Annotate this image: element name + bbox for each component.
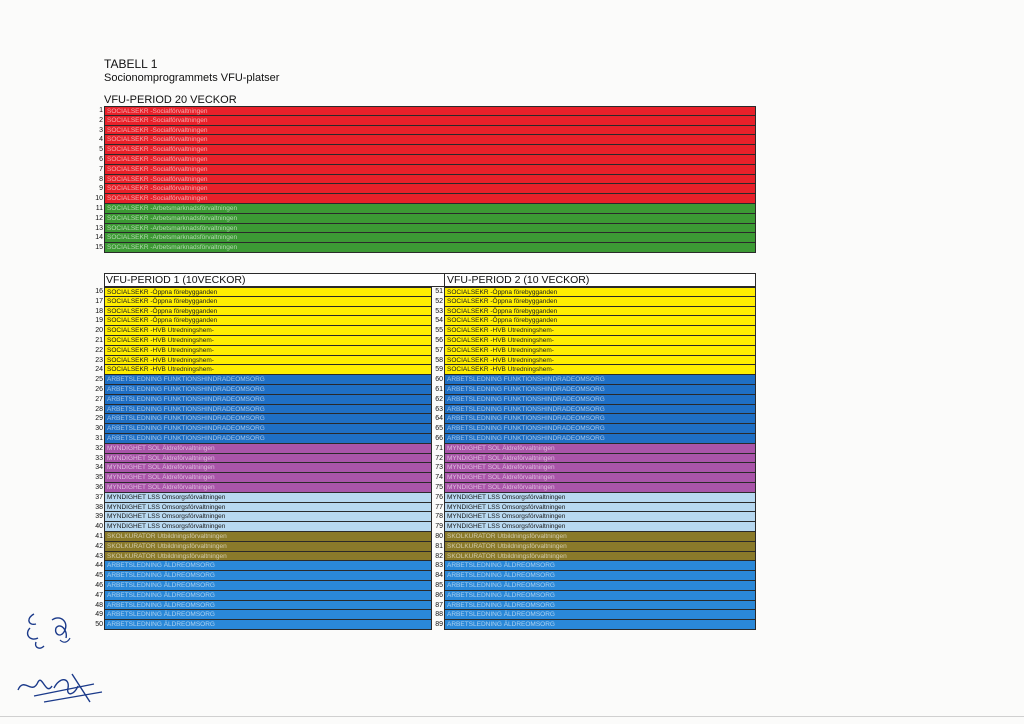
table-row	[92, 346, 432, 356]
placement-cell: ARBETSLEDNING ÄLDREOMSORG	[444, 591, 756, 601]
table-row	[92, 287, 432, 297]
placement-cell: MYNDIGHET LSS Omsorgsförvaltningen	[104, 493, 432, 503]
placement-cell: MYNDIGHET LSS Omsorgsförvaltningen	[104, 522, 432, 532]
placement-cell: SOCIALSEKR -Arbetsmarknadsförvaltningen	[104, 243, 756, 253]
row-number: 19	[95, 317, 103, 325]
table-row	[432, 591, 756, 601]
table-row	[432, 336, 756, 346]
row-number: 48	[95, 601, 103, 609]
row-number: 3	[99, 126, 103, 134]
row-number: 85	[435, 581, 443, 589]
row-number: 42	[95, 542, 103, 550]
placement-cell: SKOLKURATOR Utbildningsförvaltningen	[444, 532, 756, 542]
placement-cell: MYNDIGHET LSS Omsorgsförvaltningen	[444, 503, 756, 513]
period-2-table	[432, 287, 756, 630]
row-number: 20	[95, 327, 103, 335]
row-number: 83	[435, 562, 443, 570]
table-row	[92, 522, 432, 532]
row-number: 65	[435, 425, 443, 433]
table-row	[432, 375, 756, 385]
placement-cell: ARBETSLEDNING FUNKTIONSHINDRADEOMSORG	[444, 414, 756, 424]
placement-cell: ARBETSLEDNING ÄLDREOMSORG	[444, 561, 756, 571]
table-row	[92, 444, 432, 454]
row-number: 26	[95, 385, 103, 393]
row-number: 39	[95, 513, 103, 521]
table-row	[432, 287, 756, 297]
table-row	[92, 184, 756, 194]
placement-cell: SOCIALSEKR -Öppna förebygganden	[104, 307, 432, 317]
table-row	[92, 165, 756, 175]
row-number: 84	[435, 572, 443, 580]
placement-cell: SOCIALSEKR -Öppna förebygganden	[104, 297, 432, 307]
table-row	[92, 473, 432, 483]
table-row	[92, 610, 432, 620]
table-row	[92, 620, 432, 630]
table-row	[432, 365, 756, 375]
placement-cell: ARBETSLEDNING ÄLDREOMSORG	[104, 620, 432, 630]
handwritten-signature	[14, 666, 106, 706]
table-row	[432, 493, 756, 503]
table-row	[432, 552, 756, 562]
placement-cell: ARBETSLEDNING FUNKTIONSHINDRADEOMSORG	[104, 424, 432, 434]
table-row	[432, 532, 756, 542]
placement-cell: MYNDIGHET SOL Äldreförvaltningen	[444, 473, 756, 483]
table-row	[92, 116, 756, 126]
placement-cell: SOCIALSEKR -HVB Utredningshem-	[444, 356, 756, 366]
placement-cell: ARBETSLEDNING ÄLDREOMSORG	[104, 610, 432, 620]
table-row	[92, 155, 756, 165]
table-row	[92, 483, 432, 493]
table-row	[92, 214, 756, 224]
table-row	[432, 316, 756, 326]
row-number: 57	[435, 346, 443, 354]
row-number: 60	[435, 376, 443, 384]
placement-cell: ARBETSLEDNING ÄLDREOMSORG	[444, 571, 756, 581]
table-row	[92, 243, 756, 253]
placement-cell: ARBETSLEDNING FUNKTIONSHINDRADEOMSORG	[104, 414, 432, 424]
table-row	[432, 620, 756, 630]
row-number: 51	[435, 288, 443, 295]
table-row	[92, 145, 756, 155]
row-number: 89	[435, 621, 443, 629]
row-number: 22	[95, 346, 103, 354]
placement-cell: ARBETSLEDNING FUNKTIONSHINDRADEOMSORG	[444, 434, 756, 444]
table-row	[92, 454, 432, 464]
placement-cell: ARBETSLEDNING ÄLDREOMSORG	[104, 591, 432, 601]
placement-cell: SKOLKURATOR Utbildningsförvaltningen	[444, 552, 756, 562]
table-row	[92, 571, 432, 581]
row-number: 33	[95, 454, 103, 462]
placement-cell: ARBETSLEDNING FUNKTIONSHINDRADEOMSORG	[444, 405, 756, 415]
placement-cell: SOCIALSEKR -Socialförvaltningen	[104, 155, 756, 165]
document-title: TABELL 1	[104, 57, 158, 71]
placement-cell: SKOLKURATOR Utbildningsförvaltningen	[444, 542, 756, 552]
row-number: 45	[95, 572, 103, 580]
placement-cell: MYNDIGHET SOL Äldreförvaltningen	[444, 463, 756, 473]
placement-cell: SKOLKURATOR Utbildningsförvaltningen	[104, 542, 432, 552]
table-row	[92, 356, 432, 366]
row-number: 10	[95, 195, 103, 203]
row-number: 4	[99, 136, 103, 144]
table-row	[92, 307, 432, 317]
page-bottom-edge	[0, 716, 1024, 717]
placement-cell: ARBETSLEDNING ÄLDREOMSORG	[444, 610, 756, 620]
placement-cell: ARBETSLEDNING FUNKTIONSHINDRADEOMSORG	[444, 395, 756, 405]
table-row	[432, 542, 756, 552]
placement-cell: SOCIALSEKR -HVB Utredningshem-	[104, 356, 432, 366]
table-row	[432, 473, 756, 483]
period-20-weeks-title: VFU-PERIOD 20 VECKOR	[104, 94, 237, 106]
placement-cell: MYNDIGHET SOL Äldreförvaltningen	[444, 444, 756, 454]
row-number: 7	[99, 165, 103, 173]
placement-cell: MYNDIGHET SOL Äldreförvaltningen	[104, 463, 432, 473]
row-number: 9	[99, 185, 103, 193]
placement-cell: MYNDIGHET LSS Omsorgsförvaltningen	[104, 503, 432, 513]
table-row	[432, 385, 756, 395]
table-row	[432, 346, 756, 356]
row-number: 16	[95, 288, 103, 295]
table-row	[92, 326, 432, 336]
placement-cell: SOCIALSEKR -HVB Utredningshem-	[104, 336, 432, 346]
row-number: 62	[435, 395, 443, 403]
placement-cell: ARBETSLEDNING ÄLDREOMSORG	[444, 581, 756, 591]
placement-cell: SOCIALSEKR -HVB Utredningshem-	[444, 346, 756, 356]
row-number: 87	[435, 601, 443, 609]
row-number: 29	[95, 415, 103, 423]
table-row	[92, 365, 432, 375]
placement-cell: ARBETSLEDNING FUNKTIONSHINDRADEOMSORG	[444, 385, 756, 395]
placement-cell: MYNDIGHET LSS Omsorgsförvaltningen	[104, 512, 432, 522]
row-number: 73	[435, 464, 443, 472]
row-number: 75	[435, 483, 443, 491]
placement-cell: SOCIALSEKR -Öppna förebygganden	[444, 316, 756, 326]
period-20-weeks-table	[92, 106, 756, 253]
table-row	[92, 542, 432, 552]
row-number: 59	[435, 366, 443, 374]
table-row	[432, 601, 756, 611]
table-row	[92, 414, 432, 424]
placement-cell: ARBETSLEDNING FUNKTIONSHINDRADEOMSORG	[104, 405, 432, 415]
table-row	[432, 307, 756, 317]
table-row	[432, 463, 756, 473]
row-number: 23	[95, 356, 103, 364]
table-row	[432, 444, 756, 454]
placement-cell: SOCIALSEKR -HVB Utredningshem-	[444, 326, 756, 336]
table-row	[92, 395, 432, 405]
table-row	[92, 424, 432, 434]
table-row	[432, 454, 756, 464]
row-number: 25	[95, 376, 103, 384]
table-row	[432, 561, 756, 571]
row-number: 12	[95, 214, 103, 222]
row-number: 36	[95, 483, 103, 491]
placement-cell: SOCIALSEKR -Öppna förebygganden	[104, 316, 432, 326]
row-number: 66	[435, 434, 443, 442]
placement-cell: SOCIALSEKR -Socialförvaltningen	[104, 194, 756, 204]
table-row	[92, 194, 756, 204]
placement-cell: SOCIALSEKR -HVB Utredningshem-	[104, 346, 432, 356]
placement-cell: ARBETSLEDNING FUNKTIONSHINDRADEOMSORG	[444, 424, 756, 434]
row-number: 79	[435, 523, 443, 531]
placement-cell: ARBETSLEDNING FUNKTIONSHINDRADEOMSORG	[104, 375, 432, 385]
table-row	[92, 336, 432, 346]
placement-cell: SOCIALSEKR -HVB Utredningshem-	[104, 326, 432, 336]
placement-cell: ARBETSLEDNING FUNKTIONSHINDRADEOMSORG	[104, 395, 432, 405]
placement-cell: ARBETSLEDNING ÄLDREOMSORG	[444, 601, 756, 611]
table-row	[432, 424, 756, 434]
table-row	[92, 297, 432, 307]
placement-cell: SOCIALSEKR -Socialförvaltningen	[104, 135, 756, 145]
row-number: 50	[95, 621, 103, 629]
table-row	[92, 175, 756, 185]
table-row	[92, 204, 756, 214]
period-2-title: VFU-PERIOD 2 (10 VECKOR)	[447, 274, 590, 286]
table-row	[432, 503, 756, 513]
placement-cell: ARBETSLEDNING FUNKTIONSHINDRADEOMSORG	[104, 385, 432, 395]
row-number: 86	[435, 591, 443, 599]
placement-cell: SOCIALSEKR -HVB Utredningshem-	[444, 336, 756, 346]
row-number: 15	[95, 244, 103, 252]
placement-cell: SOCIALSEKR -Socialförvaltningen	[104, 145, 756, 155]
placement-cell: MYNDIGHET LSS Omsorgsförvaltningen	[444, 493, 756, 503]
placement-cell: SOCIALSEKR -Arbetsmarknadsförvaltningen	[104, 204, 756, 214]
placement-cell: ARBETSLEDNING ÄLDREOMSORG	[104, 561, 432, 571]
placement-cell: SOCIALSEKR -Socialförvaltningen	[104, 106, 756, 116]
placement-cell: SKOLKURATOR Utbildningsförvaltningen	[104, 532, 432, 542]
row-number: 72	[435, 454, 443, 462]
table-row	[432, 356, 756, 366]
row-number: 81	[435, 542, 443, 550]
placement-cell: ARBETSLEDNING ÄLDREOMSORG	[104, 601, 432, 611]
row-number: 17	[95, 297, 103, 305]
table-row	[432, 512, 756, 522]
placement-cell: SOCIALSEKR -Öppna förebygganden	[444, 297, 756, 307]
row-number: 6	[99, 155, 103, 163]
placement-cell: MYNDIGHET SOL Äldreförvaltningen	[104, 444, 432, 454]
row-number: 52	[435, 297, 443, 305]
row-number: 61	[435, 385, 443, 393]
row-number: 24	[95, 366, 103, 374]
row-number: 64	[435, 415, 443, 423]
table-row	[92, 552, 432, 562]
table-row	[432, 297, 756, 307]
placement-cell: SOCIALSEKR -Socialförvaltningen	[104, 126, 756, 136]
row-number: 18	[95, 307, 103, 315]
placement-cell: ARBETSLEDNING FUNKTIONSHINDRADEOMSORG	[104, 434, 432, 444]
placement-cell: SOCIALSEKR -Socialförvaltningen	[104, 184, 756, 194]
placement-cell: MYNDIGHET LSS Omsorgsförvaltningen	[444, 522, 756, 532]
placement-cell: MYNDIGHET SOL Äldreförvaltningen	[444, 483, 756, 493]
row-number: 49	[95, 611, 103, 619]
row-number: 35	[95, 474, 103, 482]
table-row	[92, 375, 432, 385]
row-number: 13	[95, 224, 103, 232]
row-number: 34	[95, 464, 103, 472]
row-number: 32	[95, 444, 103, 452]
placement-cell: ARBETSLEDNING FUNKTIONSHINDRADEOMSORG	[444, 375, 756, 385]
placement-cell: SOCIALSEKR -Öppna förebygganden	[444, 307, 756, 317]
table-row	[432, 581, 756, 591]
placement-cell: SOCIALSEKR -Socialförvaltningen	[104, 175, 756, 185]
placement-cell: ARBETSLEDNING ÄLDREOMSORG	[444, 620, 756, 630]
placement-cell: MYNDIGHET SOL Äldreförvaltningen	[104, 454, 432, 464]
table-row	[432, 405, 756, 415]
handwritten-initials-signature	[20, 608, 80, 654]
row-number: 80	[435, 532, 443, 540]
table-row	[432, 395, 756, 405]
table-row	[432, 326, 756, 336]
row-number: 74	[435, 474, 443, 482]
table-row	[432, 434, 756, 444]
placement-cell: SKOLKURATOR Utbildningsförvaltningen	[104, 552, 432, 562]
table-row	[92, 385, 432, 395]
row-number: 14	[95, 234, 103, 242]
table-row	[92, 512, 432, 522]
row-number: 77	[435, 503, 443, 511]
row-number: 54	[435, 317, 443, 325]
table-row	[432, 483, 756, 493]
placement-cell: SOCIALSEKR -Socialförvaltningen	[104, 116, 756, 126]
placement-cell: SOCIALSEKR -Öppna förebygganden	[104, 287, 432, 297]
row-number: 56	[435, 336, 443, 344]
row-number: 30	[95, 425, 103, 433]
row-number: 82	[435, 552, 443, 560]
table-row	[432, 571, 756, 581]
row-number: 5	[99, 146, 103, 154]
placement-cell: SOCIALSEKR -Öppna förebygganden	[444, 287, 756, 297]
table-row	[92, 224, 756, 234]
row-number: 47	[95, 591, 103, 599]
placement-cell: MYNDIGHET SOL Äldreförvaltningen	[104, 473, 432, 483]
placement-cell: SOCIALSEKR -Arbetsmarknadsförvaltningen	[104, 224, 756, 234]
placement-cell: SOCIALSEKR -HVB Utredningshem-	[104, 365, 432, 375]
row-number: 43	[95, 552, 103, 560]
table-row	[92, 233, 756, 243]
placement-cell: MYNDIGHET SOL Äldreförvaltningen	[104, 483, 432, 493]
table-row	[92, 405, 432, 415]
table-row	[92, 493, 432, 503]
table-row	[92, 503, 432, 513]
row-number: 78	[435, 513, 443, 521]
row-number: 27	[95, 395, 103, 403]
table-row	[92, 434, 432, 444]
row-number: 46	[95, 581, 103, 589]
row-number: 11	[95, 204, 103, 212]
row-number: 58	[435, 356, 443, 364]
period-1-title: VFU-PERIOD 1 (10VECKOR)	[106, 274, 246, 286]
row-number: 1	[99, 107, 103, 114]
row-number: 55	[435, 327, 443, 335]
row-number: 21	[95, 336, 103, 344]
table-row	[92, 316, 432, 326]
placement-cell: SOCIALSEKR -Socialförvaltningen	[104, 165, 756, 175]
row-number: 2	[99, 116, 103, 124]
placement-cell: SOCIALSEKR -HVB Utredningshem-	[444, 365, 756, 375]
table-row	[92, 532, 432, 542]
placement-cell: MYNDIGHET LSS Omsorgsförvaltningen	[444, 512, 756, 522]
row-number: 76	[435, 493, 443, 501]
row-number: 31	[95, 434, 103, 442]
table-row	[92, 561, 432, 571]
table-row	[92, 126, 756, 136]
row-number: 37	[95, 493, 103, 501]
table-row	[92, 601, 432, 611]
table-row	[92, 581, 432, 591]
period-1-table	[92, 287, 432, 630]
placement-cell: SOCIALSEKR -Arbetsmarknadsförvaltningen	[104, 214, 756, 224]
table-row	[432, 414, 756, 424]
row-number: 8	[99, 175, 103, 183]
placement-cell: ARBETSLEDNING ÄLDREOMSORG	[104, 571, 432, 581]
row-number: 88	[435, 611, 443, 619]
row-number: 44	[95, 562, 103, 570]
row-number: 28	[95, 405, 103, 413]
row-number: 41	[95, 532, 103, 540]
table-row	[432, 522, 756, 532]
table-row	[432, 610, 756, 620]
row-number: 40	[95, 523, 103, 531]
table-row	[92, 463, 432, 473]
row-number: 71	[435, 444, 443, 452]
placement-cell: MYNDIGHET SOL Äldreförvaltningen	[444, 454, 756, 464]
table-row	[92, 591, 432, 601]
row-number: 53	[435, 307, 443, 315]
row-number: 38	[95, 503, 103, 511]
placement-cell: ARBETSLEDNING ÄLDREOMSORG	[104, 581, 432, 591]
table-row	[92, 106, 756, 116]
placement-cell: SOCIALSEKR -Arbetsmarknadsförvaltningen	[104, 233, 756, 243]
row-number: 63	[435, 405, 443, 413]
table-row	[92, 135, 756, 145]
document-subtitle: Socionomprogrammets VFU-platser	[104, 72, 280, 84]
